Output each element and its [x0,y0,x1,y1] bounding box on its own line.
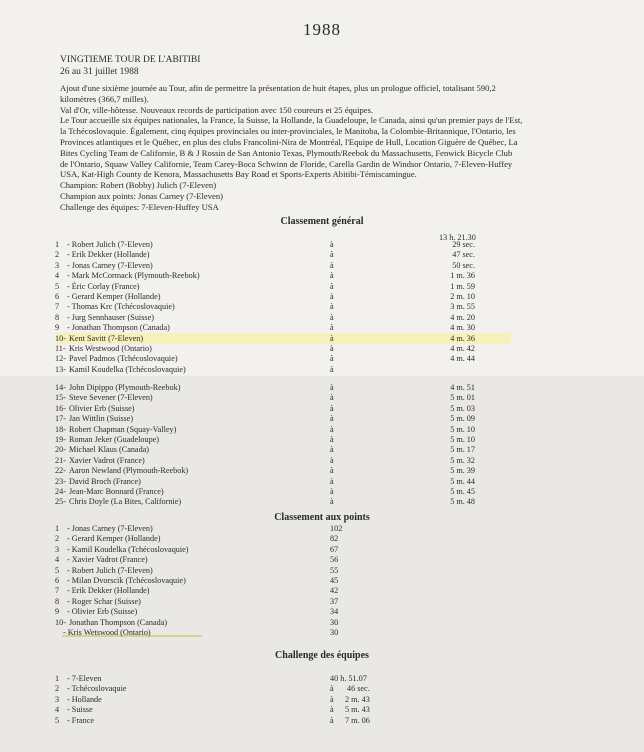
general-classification-heading: Classement général [280,216,364,227]
description-line: Le Tour accueille six équipes nationales, la France, la Suisse, la Hollande, la Guadeloupe, le Canada, ainsi qu'un premier pays de l'Est, [60,115,523,126]
points-champion-line: Champion aux points: Jonas Carney (7-Eleven) [60,190,224,201]
description-line: Ajout d'une sixième journée au Tour, afin de permettre la présentation de huit étapes, plus un prologue officiel, totalisant 590,2 [60,83,496,93]
description-line: kilomètres (366,7 milles). [60,93,149,104]
event-description [60,83,580,213]
description-line: USA, Kat-High County de Kenora, Massachusetts Bay Road et Sports-Experts Abitibi-Témiscamingue. [60,169,417,180]
event-header [60,55,200,78]
team-challenge-line: Challenge des équipes: 7-Eleven-Huffey USA [60,201,219,212]
description-line: de l'Ontario, Squaw Valley Californie, Team Carey-Boca Schwinn de Floride, Carella Gardin de Windsor Ontario, 7-Eleven-Huffey [60,158,513,169]
points-classification-heading: Classement aux points [274,512,370,523]
leader-time: 13 h. 21.30 [439,233,476,242]
description-line: Bites Cycling Team de Californie, B & J Rossin de San Antonio Texas, Plymouth/Reebok du Massachusetts, Fenwick Bicycle Club [60,147,513,158]
year-heading: 1988 [303,20,341,39]
champion-line: Champion: Robert (Bobby) Julich (7-Eleven) [60,180,217,191]
document-page: 1988 VINGTIEME TOUR DE L'ABITIBI 26 au 31 juillet 1988 Ajout d'une sixième journée au Tour, afin de permettre la présentation de huit étapes, plus un prologue officiel, totalisant 590,2 kilomètres (366,7 milles). Val d'Or, ville-hôtesse. Nouveaux records de participation avec 150 coureurs et 25 équipes. Le Tour accueille six équipes nationales, la France, la Suisse, la Hollande, la Guadeloupe, le Canada, ainsi qu'un premier pays de l'Est, la Tchécoslovaquie. Également, cinq équipes provinciales ou inter-provinciales, le Manitoba, la Colombie-Britannique, l'Ontario, les Provinces atlantiques et le Québec, en plus des clubs Francolini-Nira de Montréal, l'Equipe de Hull, Location Giguère de Québec, La Bites Cycling Team de Californie, B & J Rossin de San Antonio Texas, Plymouth/Reebok du Massachusetts, Fenwick Bicycle Club de l'Ontario, Squaw Valley Californie, Team Carey-Boca Schwinn de Floride, Carella Gardin de Windsor Ontario, 7-Eleven-Huffey USA, Kat-High County de Kenora, Massachusetts Bay Road et Sports-Experts Abitibi-Témiscamingue. Champion: Robert (Bobby) Julich (7-Eleven) Champion aux points: Jonas Carney (7-Eleven) Challenge des équipes: 7-Eleven-Huffey USA Classement général 13 h. 21.30 1 - Robert Julich (7-Eleven) à 29 sec. 2 - Erik Dekker (Hollande) à 47 sec. 3 - Jonas Carney (7-Eleven) à 50 sec. 4 - Mark McCormack (Plymouth-Reebok) à 1 m. 36 5 - Éric Corlay (France) à 1 m. 59 6 - Gerard Kemper (Hollande) à 2 m. 10 7 - Thomas Krc (Tchécoslovaquie) à 3 m. 55 8 - Jurg Sennhauser (Suisse) à 4 m. 20 9 - Jonathan Thompson (Canada) à 4 m. 30 10- Kent Savitt (7-Eleven) à 4 m. 36 11- Kris Westwood (Ontario) à 4 m. 42 12- Pavel Padmos (Tchécoslovaquie) à 4 m. 44 13- Kamil Koudelka (Tchécoslovaquie) à 14- John Dipippo (Plymouth-Reebok) à 4 m. 51 15- Steve Sevener (7-Eleven) à 5 m. 01 16- Olivier Erb (Suisse) à 5 m. 03 17- Jan Wittlin (Suisse) à 5 m. 09 18- Robert Chapman (Squay-Valley) à 5 m. 10 19- Roman Jeker (Guadeloupe) à 5 m. 10 20- Michael Klaus (Canada) à 5 m. 17 21- Xavier Vadrot (France) à 5 m. 32 22- Aaron Newland (Plymouth-Reebok) à 5 m. 39 23- David Broch (France) à 5 m. 44 24- Jean-Marc Bonnard (France) à 5 m. 45 25- Chris Doyle (La Bites, Californie) à 5 m. 48 Classement aux points 1 - Jonas Carney (7-Eleven) 102 2 - Gerard Kemper (Hollande) 82 3 - Kamil Koudelka (Tchécoslovaquie) 67 4 - Xavier Vadrot (France) 56 5 - Robert Julich (7-Eleven) 55 6 - Milan Dvorscik (Tchécoslovaquie) 45 7 - Erik Dekker (Hollande) 42 8 - Roger Schar (Suisse) 37 9 - Olivier Erb (Suisse) 34 10- Jonathan Thompson (Canada) 30 - Kris Wetswood (Ontario) 30 Challenge des équipes 1 - 7-Eleven 40 h. 51.07 2 - Tchécoslovaquie à 46 sec. 3 - Hollande à 2 m. 43 4 - Suisse à 5 m. 43 5 - France à 7 m. 06 [0,0,644,752]
event-title: VINGTIEME TOUR DE L'ABITIBI [60,55,201,65]
team-challenge-heading: Challenge des équipes [275,650,369,661]
event-dates: 26 au 31 juillet 1988 [60,66,139,77]
description-line: Val d'Or, ville-hôtesse. Nouveaux records de participation avec 150 coureurs et 25 équipes. [60,104,374,115]
description-line: Provinces atlantiques et le Québec, en plus des clubs Francolini-Nira de Montréal, l'Equipe de Hull, Location Giguère de Québec, La [60,136,518,147]
description-line: la Tchécoslovaquie. Également, cinq équipes provinciales ou inter-provinciales, le Manitoba, la Colombie-Britannique, l'Ontario, les [60,126,516,137]
